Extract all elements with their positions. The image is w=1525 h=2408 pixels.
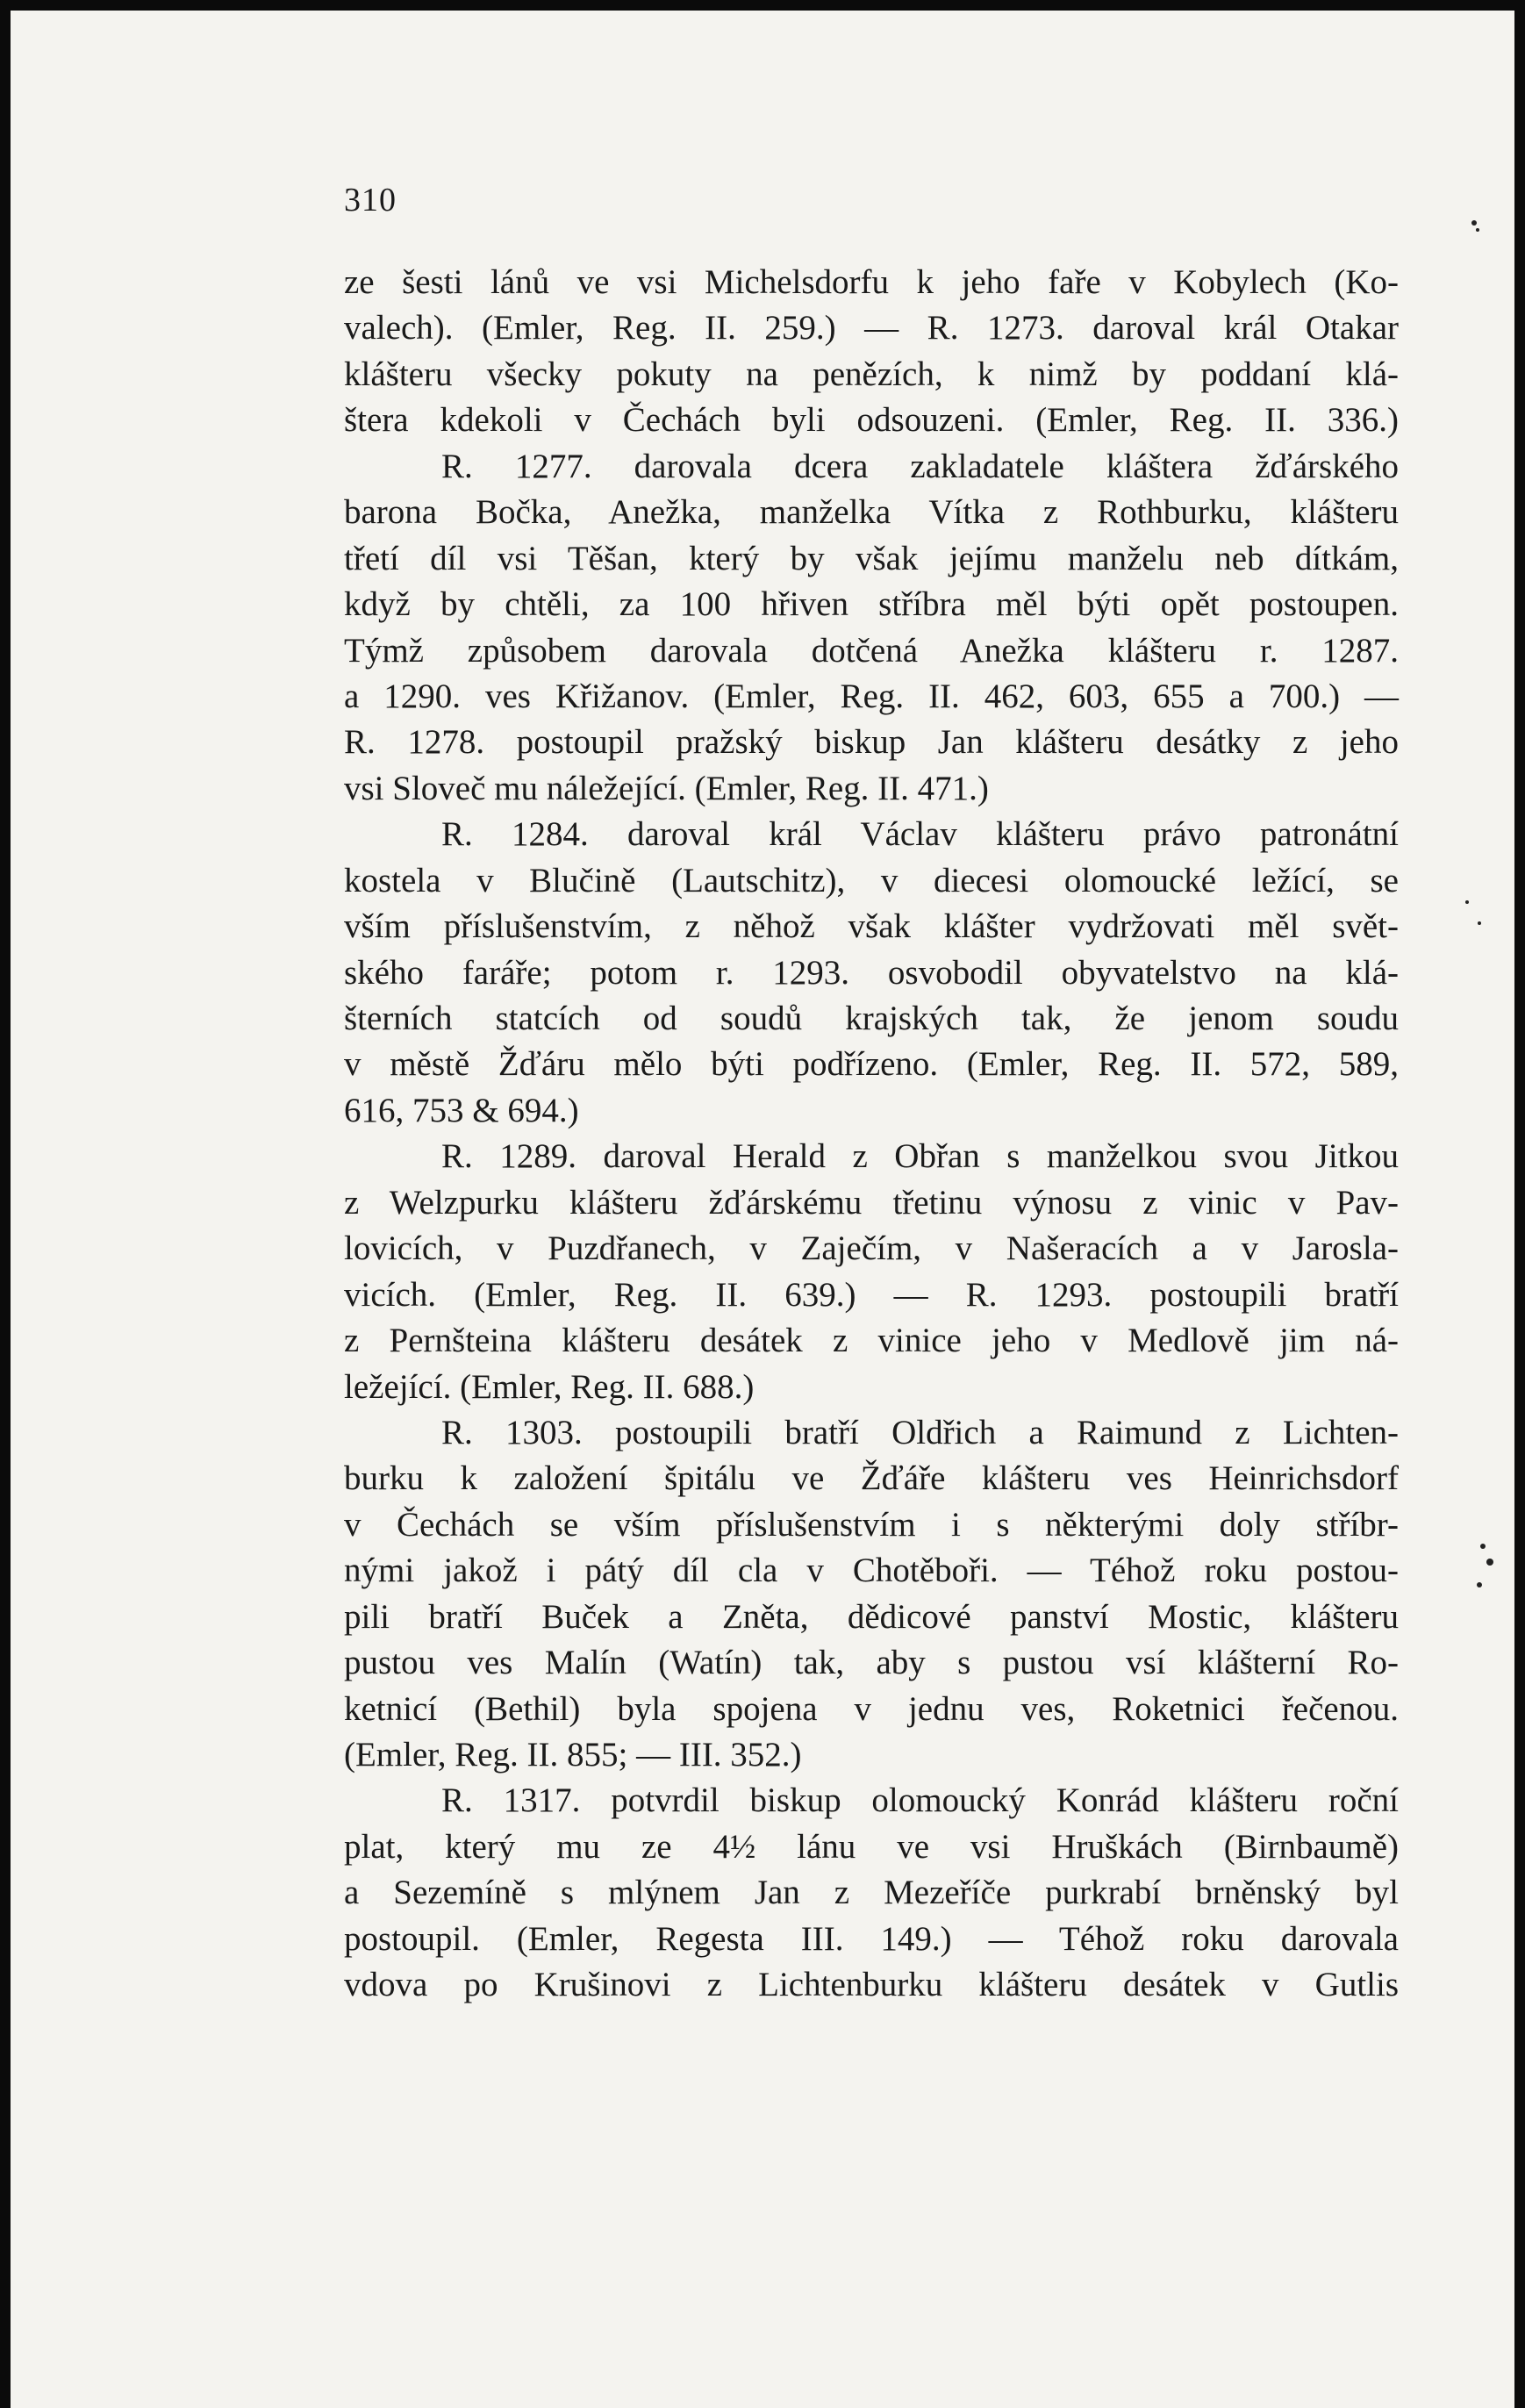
speck — [1478, 921, 1481, 925]
text-line: barona Bočka, Anežka, manželka Vítka z Rothburku, klášteru — [344, 493, 1399, 532]
speck — [1480, 1544, 1486, 1549]
text-line: R. 1289. daroval Herald z Obřan s manželkou svou Jitkou — [441, 1137, 1399, 1176]
text-line: vším příslušenstvím, z něhož však klášter vydržovati měl svět- — [344, 907, 1399, 946]
speck — [1471, 220, 1477, 226]
speck — [1476, 228, 1479, 232]
text-line: ze šesti lánů ve vsi Michelsdorfu k jeho faře v Kobylech (Ko- — [344, 263, 1399, 301]
text-line: (Emler, Reg. II. 855; — III. 352.) — [344, 1736, 802, 1774]
text-line: Týmž způsobem darovala dotčená Anežka klášteru r. 1287. — [344, 631, 1399, 670]
text-line: plat, který mu ze 4½ lánu ve vsi Hruškách (Birnbaumě) — [344, 1827, 1399, 1866]
text-line: lovicích, v Puzdřanech, v Zaječím, v Našeracích a v Jarosla- — [344, 1229, 1399, 1268]
text-line: 616, 753 & 694.) — [344, 1091, 579, 1129]
text-line: pustou ves Malín (Watín) tak, aby s pustou vsí klášterní Ro- — [344, 1644, 1399, 1682]
page-number: 310 — [344, 182, 397, 219]
text-line: když by chtěli, za 100 hřiven stříbra měl býti opět postoupen. — [344, 585, 1399, 624]
text-line: valech). (Emler, Reg. II. 259.) — R. 1273. daroval král Otakar — [344, 309, 1399, 348]
text-line: a 1290. ves Křižanov. (Emler, Reg. II. 462, 603, 655 a 700.) — — [344, 677, 1399, 715]
text-line: R. 1303. postoupili bratří Oldřich a Raimund z Lichten- — [441, 1413, 1399, 1451]
text-line: burku k založení špitálu ve Žďáře klášteru ves Heinrichsdorf — [344, 1459, 1399, 1498]
text-line: a Sezemíně s mlýnem Jan z Mezeříče purkrabí brněnský byl — [344, 1874, 1399, 1912]
text-line: třetí díl vsi Těšan, který by však jejímu manželu neb dítkám, — [344, 539, 1399, 577]
text-line: šterních statcích od soudů krajských tak, že jenom soudu — [344, 1000, 1399, 1037]
text-line: postoupil. (Emler, Regesta III. 149.) — Téhož roku darovala — [344, 1919, 1399, 1958]
text-line: z Welzpurku klášteru žďárskému třetinu výnosu z vinic v Pav- — [344, 1183, 1399, 1222]
text-line: vdova po Krušinovi z Lichtenburku klášteru desátek v Gutlis — [344, 1966, 1399, 2004]
text-line: vicích. (Emler, Reg. II. 639.) — R. 1293. postoupili bratří — [344, 1275, 1399, 1314]
text-line: R. 1278. postoupil pražský biskup Jan klášteru desátky z jeho — [344, 723, 1399, 762]
text-line: R. 1284. daroval král Václav klášteru právo patronátní — [441, 815, 1399, 854]
speck — [1477, 1582, 1482, 1587]
text-line: štera kdekoli v Čechách byli odsouzeni. (Emler, Reg. II. 336.) — [344, 401, 1399, 440]
text-line: pili bratří Buček a Zněta, dědicové panství Mostic, klášteru — [344, 1597, 1399, 1636]
scan-border-left — [0, 0, 11, 2408]
text-line: vsi Sloveč mu náležející. (Emler, Reg. II. 471.) — [344, 769, 989, 807]
text-line: ležející. (Emler, Reg. II. 688.) — [344, 1367, 755, 1406]
body-text — [344, 260, 1399, 2009]
text-line: R. 1317. potvrdil biskup olomoucký Konrád klášteru roční — [441, 1781, 1399, 1820]
speck — [1465, 900, 1469, 904]
scan-border-top — [0, 0, 1525, 11]
text-line: ketnicí (Bethil) byla spojena v jednu ves, Roketnici řečenou. — [344, 1689, 1399, 1728]
text-line: kostela v Blučině (Lautschitz), v diecesi olomoucké ležící, se — [344, 861, 1399, 899]
text-line: R. 1277. darovala dcera zakladatele kláštera žďárského — [441, 447, 1399, 485]
text-line: ského faráře; potom r. 1293. osvobodil obyvatelstvo na klá- — [344, 953, 1399, 992]
text-line: v Čechách se vším příslušenstvím i s některými doly stříbr- — [344, 1505, 1399, 1544]
scan-border-right — [1514, 0, 1525, 2408]
text-line: klášteru všecky pokuty na penězích, k nimž by poddaní klá- — [344, 355, 1399, 393]
text-line: nými jakož i pátý díl cla v Chotěboři. — Téhož roku postou- — [344, 1552, 1399, 1590]
text-line: z Pernšteina klášteru desátek z vinice jeho v Medlově jim ná- — [344, 1322, 1399, 1360]
text-line: v městě Žďáru mělo býti podřízeno. (Emler, Reg. II. 572, 589, — [344, 1045, 1399, 1084]
speck — [1486, 1559, 1493, 1566]
